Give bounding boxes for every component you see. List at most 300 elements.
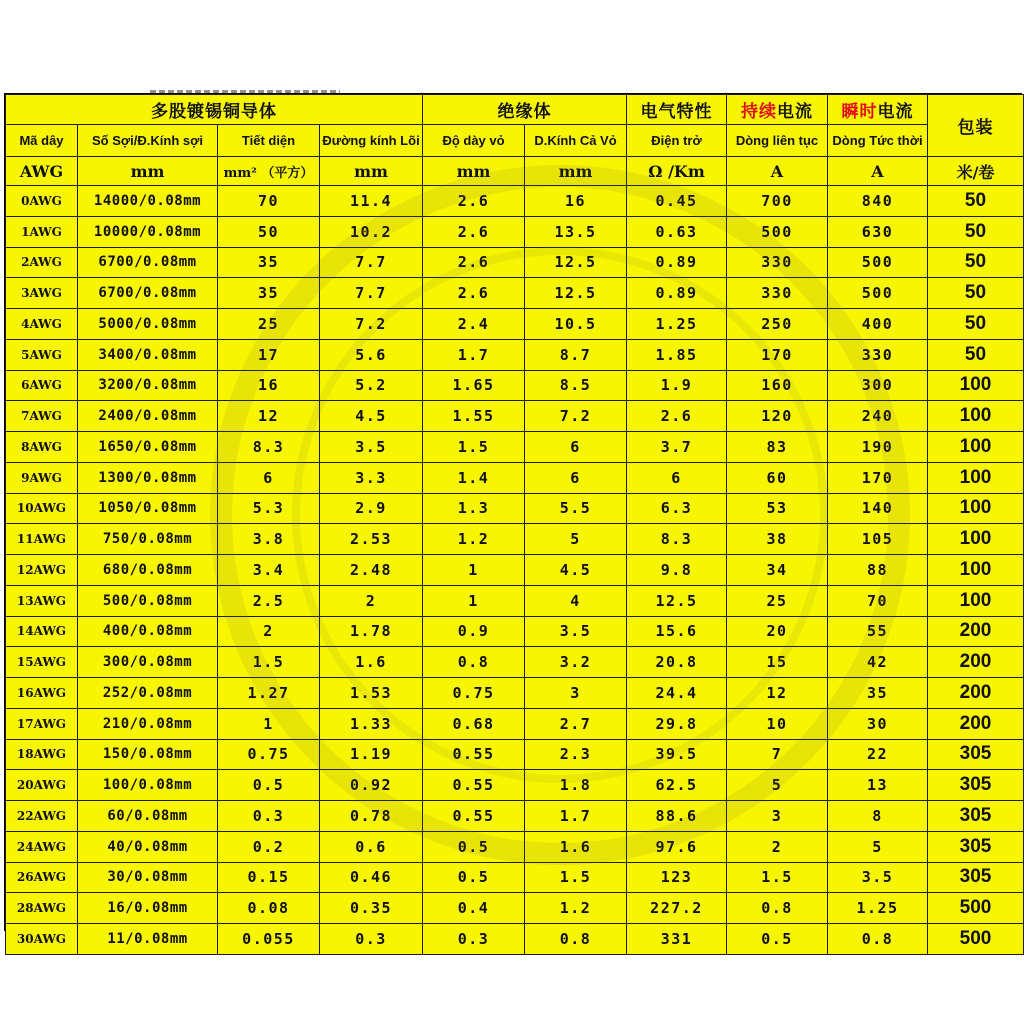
cell-wire-code: 5AWG: [6, 339, 78, 370]
cell-outer-diameter: 5.5: [525, 493, 627, 524]
instant-red-label: 瞬时: [841, 102, 878, 122]
table-row: [6, 216, 1024, 247]
cell-wire-code: 26AWG: [6, 862, 78, 893]
cell-continuous-current: 330: [727, 247, 828, 278]
cell-resistance: 6: [627, 462, 727, 493]
unit-jacket-mm: mm: [423, 157, 525, 186]
cell-packaging-qty: 305: [928, 862, 1024, 893]
cell-jacket-thickness: 0.3: [423, 924, 525, 955]
cell-core-diameter: 1.6: [320, 647, 423, 678]
cell-outer-diameter: 6: [525, 462, 627, 493]
cell-strand-spec: 400/0.08mm: [78, 616, 218, 647]
col-name-resistance: Điện trở: [627, 125, 727, 157]
cell-wire-code: 0AWG: [6, 186, 78, 217]
cell-jacket-thickness: 0.55: [423, 801, 525, 832]
table-row: [6, 339, 1024, 370]
cell-core-diameter: 1.33: [320, 708, 423, 739]
cell-packaging-qty: 500: [928, 924, 1024, 955]
cell-outer-diameter: 4.5: [525, 555, 627, 586]
group-insulation: 绝缘体: [423, 95, 627, 125]
cell-core-diameter: 3.5: [320, 432, 423, 463]
cell-jacket-thickness: 2.4: [423, 309, 525, 340]
cell-outer-diameter: 7.2: [525, 401, 627, 432]
cell-resistance: 3.7: [627, 432, 727, 463]
cell-jacket-thickness: 0.8: [423, 647, 525, 678]
cell-core-diameter: 2.53: [320, 524, 423, 555]
cell-cross-section: 70: [218, 186, 320, 217]
cell-strand-spec: 210/0.08mm: [78, 708, 218, 739]
cell-core-diameter: 1.19: [320, 739, 423, 770]
cell-continuous-current: 330: [727, 278, 828, 309]
cell-instant-current: 330: [828, 339, 928, 370]
cell-instant-current: 70: [828, 585, 928, 616]
cell-packaging-qty: 50: [928, 186, 1024, 217]
cell-resistance: 331: [627, 924, 727, 955]
cell-resistance: 24.4: [627, 678, 727, 709]
table-row: [6, 247, 1024, 278]
cell-cross-section: 6: [218, 462, 320, 493]
cell-jacket-thickness: 0.9: [423, 616, 525, 647]
cell-continuous-current: 15: [727, 647, 828, 678]
group-instant-current: [828, 95, 928, 125]
table-row: [6, 647, 1024, 678]
table-row: [6, 585, 1024, 616]
cell-cross-section: 0.08: [218, 893, 320, 924]
cell-wire-code: 24AWG: [6, 831, 78, 862]
cell-core-diameter: 1.53: [320, 678, 423, 709]
cell-packaging-qty: 305: [928, 739, 1024, 770]
table-row: [6, 831, 1024, 862]
cell-jacket-thickness: 1.5: [423, 432, 525, 463]
cell-strand-spec: 40/0.08mm: [78, 831, 218, 862]
cell-instant-current: 170: [828, 462, 928, 493]
group-header-row: [6, 95, 1024, 125]
cell-cross-section: 0.3: [218, 801, 320, 832]
cell-outer-diameter: 16: [525, 186, 627, 217]
cell-core-diameter: 3.3: [320, 462, 423, 493]
cell-cross-section: 35: [218, 278, 320, 309]
table-row: [6, 616, 1024, 647]
cell-continuous-current: 2: [727, 831, 828, 862]
continuous-red-label: 持续: [741, 102, 777, 122]
wire-spec-table-frame: [4, 93, 1022, 949]
cell-instant-current: 240: [828, 401, 928, 432]
unit-core-mm: mm: [320, 157, 423, 186]
cell-packaging-qty: 100: [928, 432, 1024, 463]
cell-wire-code: 28AWG: [6, 893, 78, 924]
unit-instant-a: A: [828, 157, 928, 186]
cell-outer-diameter: 12.5: [525, 247, 627, 278]
cell-strand-spec: 10000/0.08mm: [78, 216, 218, 247]
cell-continuous-current: 0.5: [727, 924, 828, 955]
group-electrical: 电气特性: [627, 95, 727, 125]
cell-core-diameter: 7.7: [320, 247, 423, 278]
cell-resistance: 2.6: [627, 401, 727, 432]
cell-wire-code: 10AWG: [6, 493, 78, 524]
cell-resistance: 0.45: [627, 186, 727, 217]
group-packaging: 包装: [928, 95, 1024, 157]
cell-outer-diameter: 3.2: [525, 647, 627, 678]
cell-wire-code: 15AWG: [6, 647, 78, 678]
cell-continuous-current: 700: [727, 186, 828, 217]
cell-strand-spec: 252/0.08mm: [78, 678, 218, 709]
cell-resistance: 29.8: [627, 708, 727, 739]
cell-continuous-current: 5: [727, 770, 828, 801]
cell-packaging-qty: 100: [928, 370, 1024, 401]
cell-wire-code: 8AWG: [6, 432, 78, 463]
cell-continuous-current: 1.5: [727, 862, 828, 893]
cell-resistance: 9.8: [627, 555, 727, 586]
cell-packaging-qty: 50: [928, 309, 1024, 340]
cell-jacket-thickness: 1.3: [423, 493, 525, 524]
cell-resistance: 1.25: [627, 309, 727, 340]
cell-packaging-qty: 305: [928, 831, 1024, 862]
cell-instant-current: 1.25: [828, 893, 928, 924]
cell-instant-current: 300: [828, 370, 928, 401]
cell-instant-current: 190: [828, 432, 928, 463]
col-name-wire-code: Mã dây: [6, 125, 78, 157]
cell-cross-section: 12: [218, 401, 320, 432]
cell-core-diameter: 0.78: [320, 801, 423, 832]
table-row: [6, 493, 1024, 524]
col-name-core-diameter: Đường kính Lõi: [320, 125, 423, 157]
cell-jacket-thickness: 1.7: [423, 339, 525, 370]
cell-wire-code: 9AWG: [6, 462, 78, 493]
cell-outer-diameter: 0.8: [525, 924, 627, 955]
cell-wire-code: 6AWG: [6, 370, 78, 401]
cell-resistance: 97.6: [627, 831, 727, 862]
cell-outer-diameter: 10.5: [525, 309, 627, 340]
cell-core-diameter: 7.2: [320, 309, 423, 340]
cell-packaging-qty: 100: [928, 585, 1024, 616]
cell-strand-spec: 2400/0.08mm: [78, 401, 218, 432]
cell-jacket-thickness: 0.68: [423, 708, 525, 739]
cell-cross-section: 1.5: [218, 647, 320, 678]
cell-cross-section: 50: [218, 216, 320, 247]
cell-cross-section: 3.8: [218, 524, 320, 555]
cell-core-diameter: 4.5: [320, 401, 423, 432]
cell-outer-diameter: 1.2: [525, 893, 627, 924]
cell-instant-current: 8: [828, 801, 928, 832]
cell-jacket-thickness: 0.4: [423, 893, 525, 924]
table-row: [6, 678, 1024, 709]
column-name-row: [6, 125, 1024, 157]
cell-strand-spec: 150/0.08mm: [78, 739, 218, 770]
cell-cross-section: 0.5: [218, 770, 320, 801]
cell-continuous-current: 500: [727, 216, 828, 247]
cell-cross-section: 17: [218, 339, 320, 370]
cell-packaging-qty: 500: [928, 893, 1024, 924]
cell-packaging-qty: 100: [928, 524, 1024, 555]
table-row: [6, 186, 1024, 217]
table-row: [6, 278, 1024, 309]
table-row: [6, 432, 1024, 463]
cell-cross-section: 8.3: [218, 432, 320, 463]
cell-jacket-thickness: 2.6: [423, 186, 525, 217]
table-row: [6, 524, 1024, 555]
cell-core-diameter: 2.9: [320, 493, 423, 524]
cell-instant-current: 140: [828, 493, 928, 524]
cell-cross-section: 35: [218, 247, 320, 278]
cell-continuous-current: 170: [727, 339, 828, 370]
cell-core-diameter: 0.35: [320, 893, 423, 924]
instant-black-label: 电流: [877, 102, 914, 122]
cell-packaging-qty: 100: [928, 401, 1024, 432]
cell-resistance: 0.89: [627, 247, 727, 278]
cell-core-diameter: 5.2: [320, 370, 423, 401]
cell-continuous-current: 34: [727, 555, 828, 586]
cell-jacket-thickness: 1.4: [423, 462, 525, 493]
cell-instant-current: 0.8: [828, 924, 928, 955]
cell-packaging-qty: 50: [928, 339, 1024, 370]
cell-continuous-current: 160: [727, 370, 828, 401]
cell-core-diameter: 11.4: [320, 186, 423, 217]
cell-outer-diameter: 8.5: [525, 370, 627, 401]
col-name-jacket-thickness: Độ dày vỏ: [423, 125, 525, 157]
cell-outer-diameter: 1.6: [525, 831, 627, 862]
cell-cross-section: 5.3: [218, 493, 320, 524]
cell-resistance: 123: [627, 862, 727, 893]
cell-resistance: 0.89: [627, 278, 727, 309]
cell-outer-diameter: 3: [525, 678, 627, 709]
cell-instant-current: 13: [828, 770, 928, 801]
unit-awg: AWG: [6, 157, 78, 186]
cell-jacket-thickness: 0.55: [423, 770, 525, 801]
cell-cross-section: 0.75: [218, 739, 320, 770]
cell-instant-current: 55: [828, 616, 928, 647]
cell-wire-code: 14AWG: [6, 616, 78, 647]
cell-continuous-current: 120: [727, 401, 828, 432]
cell-strand-spec: 1300/0.08mm: [78, 462, 218, 493]
cell-packaging-qty: 200: [928, 647, 1024, 678]
cell-outer-diameter: 13.5: [525, 216, 627, 247]
cell-outer-diameter: 6: [525, 432, 627, 463]
cell-cross-section: 1.27: [218, 678, 320, 709]
cell-packaging-qty: 50: [928, 247, 1024, 278]
cell-wire-code: 2AWG: [6, 247, 78, 278]
cell-continuous-current: 0.8: [727, 893, 828, 924]
table-row: [6, 462, 1024, 493]
col-name-continuous-current: Dòng liên tục: [727, 125, 828, 157]
table-row: [6, 862, 1024, 893]
cell-resistance: 0.63: [627, 216, 727, 247]
cell-jacket-thickness: 1.55: [423, 401, 525, 432]
cell-cross-section: 16: [218, 370, 320, 401]
table-row: [6, 924, 1024, 955]
cell-packaging-qty: 100: [928, 555, 1024, 586]
cell-wire-code: 20AWG: [6, 770, 78, 801]
cell-cross-section: 0.15: [218, 862, 320, 893]
cell-packaging-qty: 200: [928, 678, 1024, 709]
col-name-strand: Số Sợi/Đ.Kính sợi: [78, 125, 218, 157]
continuous-black-label: 电流: [777, 102, 813, 122]
cell-outer-diameter: 1.8: [525, 770, 627, 801]
cell-outer-diameter: 12.5: [525, 278, 627, 309]
cell-packaging-qty: 100: [928, 493, 1024, 524]
table-row: [6, 739, 1024, 770]
cell-resistance: 20.8: [627, 647, 727, 678]
cell-continuous-current: 10: [727, 708, 828, 739]
cell-core-diameter: 0.46: [320, 862, 423, 893]
cell-outer-diameter: 3.5: [525, 616, 627, 647]
cell-jacket-thickness: 1.65: [423, 370, 525, 401]
cell-instant-current: 500: [828, 247, 928, 278]
cell-outer-diameter: 2.3: [525, 739, 627, 770]
table-row: [6, 770, 1024, 801]
cell-wire-code: 1AWG: [6, 216, 78, 247]
cell-continuous-current: 20: [727, 616, 828, 647]
cell-outer-diameter: 5: [525, 524, 627, 555]
cell-continuous-current: 250: [727, 309, 828, 340]
cell-wire-code: 13AWG: [6, 585, 78, 616]
unit-packaging: 米/卷: [928, 157, 1024, 186]
cell-core-diameter: 0.3: [320, 924, 423, 955]
cell-packaging-qty: 305: [928, 801, 1024, 832]
cell-jacket-thickness: 0.75: [423, 678, 525, 709]
cell-continuous-current: 83: [727, 432, 828, 463]
cell-jacket-thickness: 0.5: [423, 862, 525, 893]
cell-jacket-thickness: 0.5: [423, 831, 525, 862]
unit-outer-mm: mm: [525, 157, 627, 186]
cell-cross-section: 3.4: [218, 555, 320, 586]
cell-strand-spec: 16/0.08mm: [78, 893, 218, 924]
group-continuous-current: [727, 95, 828, 125]
cell-wire-code: 7AWG: [6, 401, 78, 432]
cell-instant-current: 500: [828, 278, 928, 309]
cell-resistance: 12.5: [627, 585, 727, 616]
cell-core-diameter: 2: [320, 585, 423, 616]
cell-resistance: 39.5: [627, 739, 727, 770]
cell-instant-current: 42: [828, 647, 928, 678]
cell-strand-spec: 500/0.08mm: [78, 585, 218, 616]
cell-continuous-current: 12: [727, 678, 828, 709]
cell-instant-current: 22: [828, 739, 928, 770]
cell-outer-diameter: 1.7: [525, 801, 627, 832]
cell-continuous-current: 7: [727, 739, 828, 770]
cell-instant-current: 400: [828, 309, 928, 340]
table-row: [6, 370, 1024, 401]
cell-wire-code: 18AWG: [6, 739, 78, 770]
cell-cross-section: 2: [218, 616, 320, 647]
cell-packaging-qty: 200: [928, 616, 1024, 647]
col-name-cross-section: Tiết diện: [218, 125, 320, 157]
cell-core-diameter: 7.7: [320, 278, 423, 309]
cell-strand-spec: 6700/0.08mm: [78, 278, 218, 309]
cell-instant-current: 35: [828, 678, 928, 709]
cell-resistance: 6.3: [627, 493, 727, 524]
cell-resistance: 8.3: [627, 524, 727, 555]
cell-strand-spec: 3200/0.08mm: [78, 370, 218, 401]
cell-jacket-thickness: 2.6: [423, 278, 525, 309]
group-conductor: 多股镀锡铜导体: [6, 95, 423, 125]
cell-strand-spec: 680/0.08mm: [78, 555, 218, 586]
unit-strand-mm: mm: [78, 157, 218, 186]
cell-continuous-current: 3: [727, 801, 828, 832]
unit-cross-section: mm² （平方）: [218, 157, 320, 186]
cell-core-diameter: 2.48: [320, 555, 423, 586]
cell-wire-code: 3AWG: [6, 278, 78, 309]
cell-jacket-thickness: 1: [423, 555, 525, 586]
cell-wire-code: 12AWG: [6, 555, 78, 586]
cell-outer-diameter: 4: [525, 585, 627, 616]
cell-packaging-qty: 200: [928, 708, 1024, 739]
cell-wire-code: 30AWG: [6, 924, 78, 955]
cell-cross-section: 0.055: [218, 924, 320, 955]
table-row: [6, 555, 1024, 586]
cell-strand-spec: 6700/0.08mm: [78, 247, 218, 278]
cell-core-diameter: 0.6: [320, 831, 423, 862]
cell-outer-diameter: 8.7: [525, 339, 627, 370]
cell-jacket-thickness: 1: [423, 585, 525, 616]
cell-cross-section: 2.5: [218, 585, 320, 616]
cell-packaging-qty: 50: [928, 216, 1024, 247]
cell-instant-current: 88: [828, 555, 928, 586]
cell-wire-code: 17AWG: [6, 708, 78, 739]
table-row: [6, 801, 1024, 832]
cell-cross-section: 0.2: [218, 831, 320, 862]
cell-packaging-qty: 100: [928, 462, 1024, 493]
table-row: [6, 401, 1024, 432]
cell-continuous-current: 38: [727, 524, 828, 555]
cell-jacket-thickness: 1.2: [423, 524, 525, 555]
table-row: [6, 708, 1024, 739]
cell-outer-diameter: 2.7: [525, 708, 627, 739]
cell-outer-diameter: 1.5: [525, 862, 627, 893]
cell-resistance: 15.6: [627, 616, 727, 647]
cell-jacket-thickness: 0.55: [423, 739, 525, 770]
cell-instant-current: 105: [828, 524, 928, 555]
cell-packaging-qty: 305: [928, 770, 1024, 801]
unit-row: [6, 157, 1024, 186]
cell-packaging-qty: 50: [928, 278, 1024, 309]
col-name-outer-diameter: D.Kính Cả Vỏ: [525, 125, 627, 157]
cell-core-diameter: 1.78: [320, 616, 423, 647]
cell-strand-spec: 750/0.08mm: [78, 524, 218, 555]
cell-resistance: 227.2: [627, 893, 727, 924]
cell-strand-spec: 1650/0.08mm: [78, 432, 218, 463]
cell-continuous-current: 25: [727, 585, 828, 616]
cell-wire-code: 16AWG: [6, 678, 78, 709]
cell-resistance: 88.6: [627, 801, 727, 832]
cell-wire-code: 11AWG: [6, 524, 78, 555]
cell-strand-spec: 300/0.08mm: [78, 647, 218, 678]
cell-strand-spec: 3400/0.08mm: [78, 339, 218, 370]
cell-cross-section: 25: [218, 309, 320, 340]
col-name-instant-current: Dòng Tức thời: [828, 125, 928, 157]
cell-instant-current: 630: [828, 216, 928, 247]
cell-instant-current: 840: [828, 186, 928, 217]
cell-resistance: 1.85: [627, 339, 727, 370]
cell-cross-section: 1: [218, 708, 320, 739]
cell-strand-spec: 14000/0.08mm: [78, 186, 218, 217]
table-row: [6, 893, 1024, 924]
cell-jacket-thickness: 2.6: [423, 247, 525, 278]
cell-core-diameter: 5.6: [320, 339, 423, 370]
cell-strand-spec: 60/0.08mm: [78, 801, 218, 832]
cell-jacket-thickness: 2.6: [423, 216, 525, 247]
cell-wire-code: 4AWG: [6, 309, 78, 340]
cell-core-diameter: 0.92: [320, 770, 423, 801]
cell-instant-current: 5: [828, 831, 928, 862]
unit-resistance: Ω /Km: [627, 157, 727, 186]
cell-continuous-current: 60: [727, 462, 828, 493]
unit-continuous-a: A: [727, 157, 828, 186]
cell-core-diameter: 10.2: [320, 216, 423, 247]
cell-strand-spec: 100/0.08mm: [78, 770, 218, 801]
cell-instant-current: 30: [828, 708, 928, 739]
cell-instant-current: 3.5: [828, 862, 928, 893]
cell-wire-code: 22AWG: [6, 801, 78, 832]
